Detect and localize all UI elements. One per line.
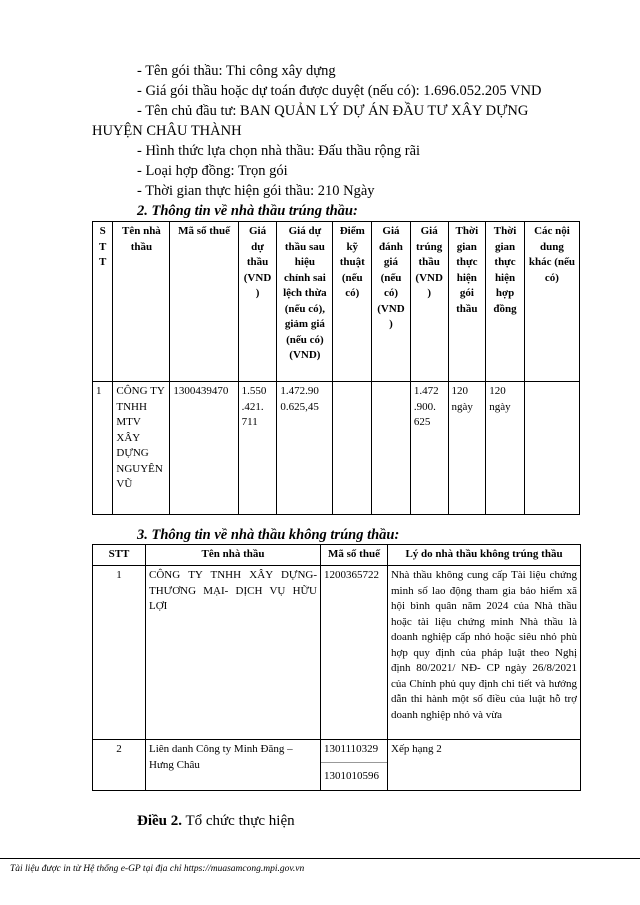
header-bid: Giá dự thầu (VND ): [238, 222, 277, 382]
article-2-title: Tổ chức thực hiện: [182, 813, 295, 829]
losing-bidder-table: [92, 544, 581, 791]
table-row: [93, 382, 580, 515]
header-name: Tên nhà thầu: [146, 545, 321, 566]
tax-code-1: 1301110329: [321, 742, 387, 763]
investor-name-cont: HUYỆN CHÂU THÀNH: [92, 123, 242, 139]
article-2: [137, 812, 295, 830]
package-price: - Giá gói thầu hoặc dự toán được duyệt (nếu có): 1.696.052.205 VND: [137, 83, 542, 99]
header-adjusted: Giá dự thầu sau hiệu chỉnh sai lệch thừa (nếu có), giảm giá (nếu có) (VND): [277, 222, 333, 382]
cell-stt: 2: [93, 740, 146, 791]
header-other: Các nội dung khác (nếu có): [524, 222, 579, 382]
header-stt: S T T: [93, 222, 113, 382]
header-time-contract: Thời gian thực hiện hợp đồng: [486, 222, 525, 382]
cell-time-pkg: 120 ngày: [448, 382, 486, 515]
investor-name: - Tên chủ đầu tư: BAN QUẢN LÝ DỰ ÁN ĐẦU TƯ XÂY DỰNG: [137, 103, 529, 119]
cell-name: Liên danh Công ty Minh Đăng – Hưng Châu: [146, 740, 321, 791]
execution-time: - Thời gian thực hiện gói thầu: 210 Ngày: [137, 183, 375, 199]
tax-code-2: 1301010596: [324, 769, 379, 782]
section3-heading: 3. Thông tin về nhà thầu không trúng thầu:: [137, 527, 400, 543]
cell-reason: Xếp hạng 2: [388, 740, 581, 791]
selection-method: - Hình thức lựa chọn nhà thầu: Đấu thầu rộng rãi: [137, 143, 421, 159]
header-time-pkg: Thời gian thực hiện gói thầu: [448, 222, 486, 382]
contract-type: - Loại hợp đồng: Trọn gói: [137, 163, 288, 179]
header-name: Tên nhà thầu: [113, 222, 170, 382]
cell-win: 1.472 .900. 625: [410, 382, 448, 515]
winning-bidder-table: [92, 221, 580, 515]
cell-adjusted: 1.472.90 0.625,45: [277, 382, 333, 515]
cell-reason: Nhà thầu không cung cấp Tài liệu chứng minh số lao động tham gia bảo hiểm xã hội bình quân năm 2024 của Nhà thầu hoặc tài liệu chứng minh Nhà thầu là doanh nghiệp cấp nhỏ hoặc siêu nhỏ phù hợp quy định của pháp luật theo Nghị định 80/2021/ NĐ- CP ngày 26/8/2021 của Chính phủ quy định chi tiết và hướng dẫn thi hành một số điều của luật hỗ trợ doanh nghiệp nhỏ và vừa: [388, 566, 581, 740]
header-stt: STT: [93, 545, 146, 566]
header-tech: Điểm kỹ thuật (nếu có): [333, 222, 372, 382]
table-row: [93, 566, 581, 740]
cell-tech: [333, 382, 372, 515]
cell-stt: 1: [93, 382, 113, 515]
cell-tax: 1200365722: [321, 566, 388, 740]
header-eval: Giá đánh giá (nếu có) (VND ): [372, 222, 411, 382]
cell-name: CÔNG TY TNHH XÂY DỰNG- THƯƠNG MẠI- DỊCH VỤ HỮU LỢI: [146, 566, 321, 740]
cell-bid: 1.550 .421. 711: [238, 382, 277, 515]
header-reason: Lý do nhà thầu không trúng thầu: [388, 545, 581, 566]
header-tax: Mã số thuế: [170, 222, 238, 382]
table-row: [93, 740, 581, 791]
cell-name: CÔNG TY TNHH MTV XÂY DỰNG NGUYÊN VŨ: [113, 382, 170, 515]
header-win: Giá trúng thầu (VND ): [410, 222, 448, 382]
cell-tax: 1300439470: [170, 382, 238, 515]
cell-time-contract: 120 ngày: [486, 382, 525, 515]
article-2-label: Điều 2.: [137, 813, 182, 829]
footer-note: Tài liệu được in từ Hệ thống e-GP tại địa chỉ https://muasamcong.mpi.gov.vn: [10, 864, 305, 874]
cell-tax: [321, 740, 388, 791]
cell-eval: [372, 382, 411, 515]
package-name: - Tên gói thầu: Thi công xây dựng: [137, 63, 336, 79]
header-tax: Mã số thuế: [321, 545, 388, 566]
cell-stt: 1: [93, 566, 146, 740]
section2-heading: 2. Thông tin về nhà thầu trúng thầu:: [137, 203, 358, 219]
footer-divider: [0, 858, 640, 859]
cell-other: [524, 382, 579, 515]
